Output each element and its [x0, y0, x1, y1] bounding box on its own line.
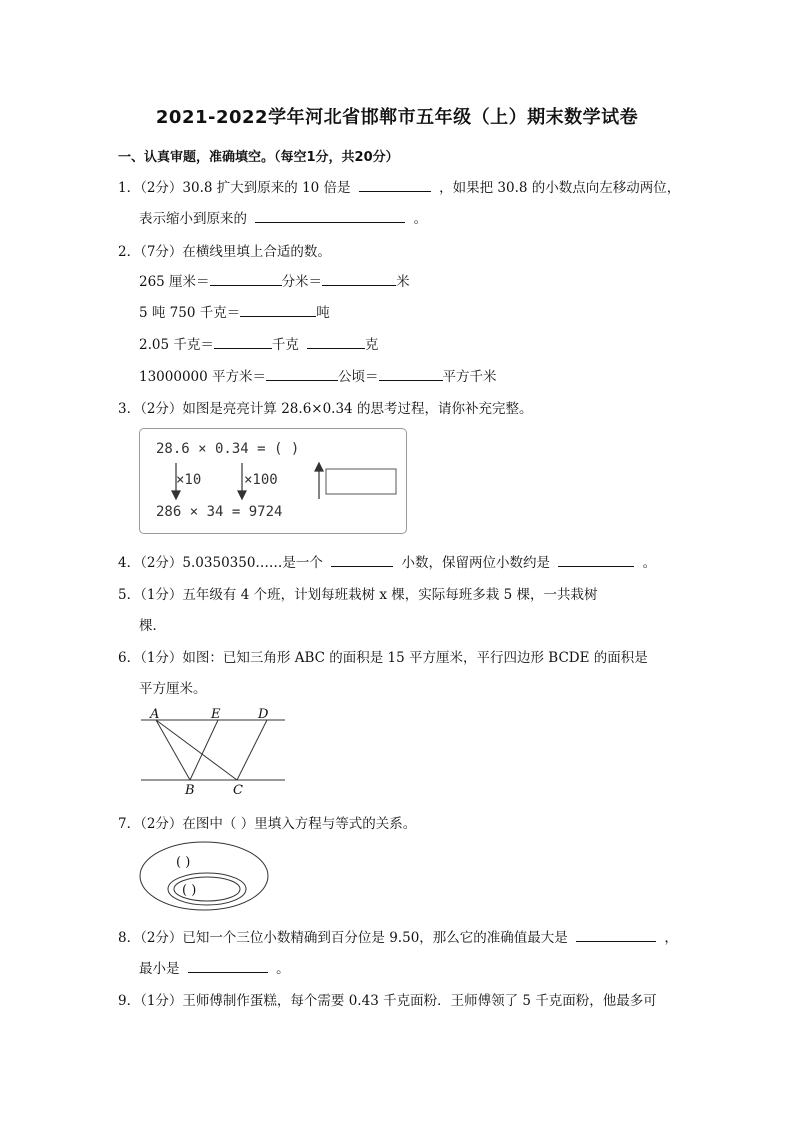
label-C: C: [233, 783, 243, 796]
venn-figure: [136, 838, 276, 918]
section-heading: 一、认真审题，准确填空。（每空1分，共20分）: [118, 150, 399, 165]
question-1-line-2: [139, 207, 427, 227]
q2-b2: 吨: [316, 305, 330, 321]
q2-blank-4[interactable]: [214, 334, 272, 349]
q4-blank-2[interactable]: [558, 552, 634, 567]
q2-d3: 平方千米: [442, 369, 497, 385]
label-D: D: [258, 707, 269, 722]
question-2-heading: 2．（7分）在横线里填上合适的数。: [118, 244, 331, 260]
q2-row-2: [139, 301, 330, 321]
q2-row-4: [139, 365, 497, 385]
q2-blank-5[interactable]: [307, 334, 365, 349]
q1-blank-2[interactable]: [255, 208, 405, 223]
q2-c3: 克: [364, 337, 379, 353]
question-5-line-2: 棵．: [139, 618, 166, 634]
label-B: B: [185, 783, 195, 796]
parallelogram-figure: [139, 704, 289, 796]
q2-d1: 13000000 平方米＝: [139, 369, 267, 385]
q8-blank-2[interactable]: [188, 958, 268, 973]
question-1-line-1: [118, 176, 680, 196]
question-8-line-2: [139, 957, 290, 977]
q8-blank-1[interactable]: [576, 927, 656, 942]
q1-text-c: 表示缩小到原来的: [139, 211, 247, 227]
q2-blank-3[interactable]: [240, 302, 316, 317]
q1-text-end: 。: [413, 211, 428, 227]
answer-box[interactable]: [326, 469, 396, 494]
q2-blank-1[interactable]: [210, 271, 282, 286]
calc-mul100-label: ×100: [244, 472, 278, 488]
venn-outer-paren[interactable]: ( ): [176, 855, 191, 870]
q4-text-a: 4．（2分）5.0350350……是一个: [118, 555, 323, 571]
question-3-heading: 3．（2分）如图是亮亮计算 28.6×0.34 的思考过程，请你补充完整。: [118, 401, 533, 417]
q1-text-a: 1．（2分）30.8 扩大到原来的 10 倍是: [118, 180, 351, 196]
q4-blank-1[interactable]: [331, 552, 393, 567]
q8-text-d: 。: [276, 961, 290, 977]
q8-text-c: 最小是: [139, 961, 180, 977]
question-4: [118, 551, 656, 571]
question-7-heading: 7．（2分）在图中（ ）里填入方程与等式的关系。: [118, 816, 417, 832]
label-E: E: [211, 707, 221, 722]
q2-a1: 265 厘米＝: [139, 274, 210, 290]
q1-text-b: ，如果把 30.8 的小数点向左移动两位，: [439, 180, 681, 196]
up-arrow-icon: [315, 463, 323, 471]
calc-mul10-label: ×10: [176, 472, 202, 488]
calc-top-expression: 28.6 × 0.34 = ( ): [156, 441, 300, 457]
q2-a2: 分米＝: [281, 274, 323, 290]
q2-row-3: [139, 333, 378, 353]
q4-text-c: 。: [642, 555, 657, 571]
question-9-line-1: 9．（1分）王师傅制作蛋糕，每个需要 0.43 千克面粉．王师傅领了 5 千克面粉，他最多可: [118, 993, 657, 1009]
q4-text-b: 小数，保留两位小数约是: [401, 555, 551, 571]
label-A: A: [150, 707, 160, 722]
question-6-line-1: 6．（1分）如图：已知三角形 ABC 的面积是 15 平方厘米，平行四边形 BCDE 的面积是: [118, 650, 648, 666]
down-arrow-icon: [238, 491, 246, 499]
q2-blank-7[interactable]: [379, 366, 443, 381]
question-6-line-2: 平方厘米。: [139, 681, 207, 697]
calculation-figure: [139, 428, 407, 534]
q2-row-1: [139, 270, 410, 290]
q2-c2: 千克: [271, 337, 299, 353]
down-arrow-icon: [172, 491, 180, 499]
question-5-line-1: 5．（1分）五年级有 4 个班，计划每班栽树 x 棵，实际每班多栽 5 棵，一共栽树: [118, 587, 598, 603]
question-8-line-1: [118, 926, 678, 946]
q2-a3: 米: [396, 274, 410, 290]
q8-text-a: 8．（2分）已知一个三位小数精确到百分位是 9.50，那么它的准确值最大是: [118, 930, 568, 946]
venn-inner-paren[interactable]: ( ): [182, 883, 197, 898]
calc-bottom-expression: 286 × 34 = 9724: [156, 504, 283, 520]
q2-b1: 5 吨 750 千克＝: [139, 305, 241, 321]
q1-blank-1[interactable]: [359, 177, 431, 192]
q2-blank-2[interactable]: [322, 271, 396, 286]
q8-text-b: ，: [664, 930, 678, 946]
q2-blank-6[interactable]: [266, 366, 338, 381]
page-title: 2021-2022学年河北省邯郸市五年级（上）期末数学试卷: [155, 107, 639, 128]
q2-d2: 公顷＝: [338, 369, 379, 385]
q2-c1: 2.05 千克＝: [139, 337, 214, 353]
